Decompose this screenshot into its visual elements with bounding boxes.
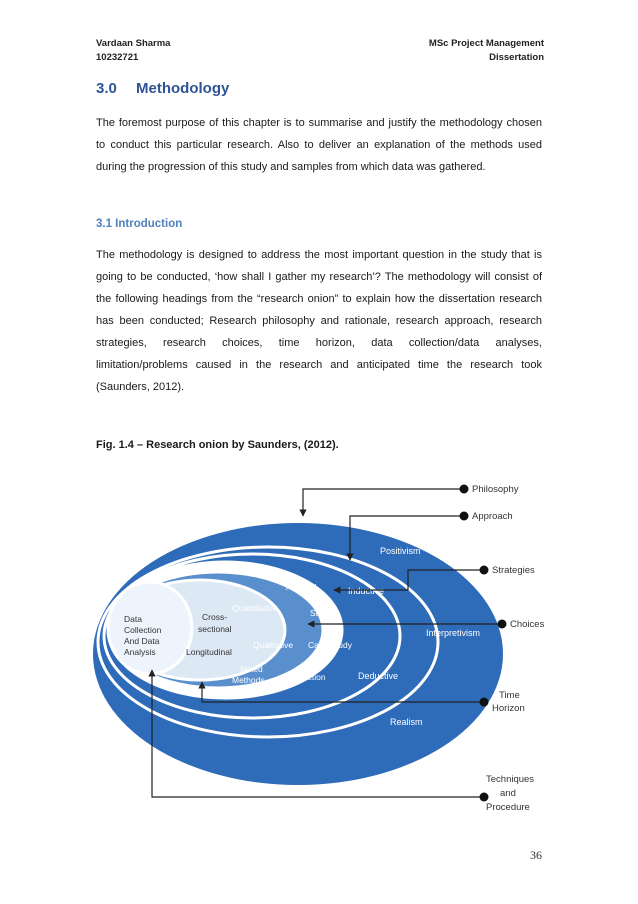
inductive-label: Inductive (348, 586, 385, 596)
approach-label: Approach (472, 511, 513, 522)
action-label: Action (302, 672, 326, 682)
section-heading (96, 80, 229, 97)
qualitative-label: Qualitative (253, 640, 294, 650)
philosophy-connector (303, 489, 462, 516)
student-id: 10232721 (96, 52, 139, 63)
subsection-heading: 3.1 Introduction (96, 218, 183, 230)
figure-caption: Fig. 1.4 – Research onion by Saunders, (2012). (96, 439, 339, 451)
realism-label: Realism (390, 717, 423, 727)
header-right (429, 37, 544, 65)
section-number: 3.0 (96, 80, 117, 97)
intro-paragraph: The foremost purpose of this chapter is to summarise and justify the methodology chosen to conduct this particular research. Also to deliver an explanation of the methods used during the progression of this study and samples from which data was gathered. (96, 117, 542, 173)
core-analysis-label: Analysis (124, 647, 156, 657)
core-collection-label: Collection (124, 625, 162, 635)
approach-dot (460, 512, 469, 521)
methods-label: Methods (232, 675, 265, 685)
time-label: Time (499, 690, 520, 701)
page-number: 36 (530, 848, 542, 862)
deductive-label: Deductive (358, 671, 399, 681)
choices-label: Choices (510, 619, 545, 630)
positivism-label: Positivism (380, 546, 421, 556)
section-title: Methodology (136, 80, 230, 97)
methodology-paragraph: The methodology is designed to address the most important question in the study that is going to be conducted, ‘how shall I gather my research’? The methodology will consist of the following headings from the “research onion” to explain how the dissertation research has been conducted; Research philosophy and rationale, research approach, research strategies, research choices, time horizon, data collection/data analyses, limitation/problems caused in the research and anticipated time the research took (Saunders, 2012). (96, 249, 542, 393)
time-horizon-dot (480, 698, 489, 707)
quantitative-label: Quantitative (232, 603, 278, 613)
header-left (96, 37, 170, 65)
case-study-label: Case Study (308, 640, 352, 650)
philosophy-dot (460, 485, 469, 494)
techniques-label: Techniques (486, 774, 535, 785)
sectional-label: sectional (198, 624, 232, 634)
document-type: Dissertation (489, 52, 544, 63)
archival-label: Archival (286, 582, 317, 592)
and-label: and (500, 788, 516, 799)
interpretivism-label: Interpretivism (426, 628, 481, 638)
cross-label: Cross- (202, 612, 228, 622)
mixed-label: Mixed (240, 664, 263, 674)
techniques-dot (480, 793, 489, 802)
strategies-label: Strategies (492, 565, 535, 576)
philosophy-label: Philosophy (472, 484, 519, 495)
core-and-data-label: And Data (124, 636, 160, 646)
course-name: MSc Project Management (428, 38, 544, 49)
choices-dot (498, 620, 507, 629)
research-onion-diagram (90, 470, 550, 830)
horizon-label: Horizon (492, 703, 525, 714)
core-data-label: Data (124, 614, 142, 624)
strategies-dot (480, 566, 489, 575)
longitudinal-label: Longitudinal (186, 647, 232, 657)
survey-label: Survey (310, 608, 337, 618)
procedure-label: Procedure (486, 802, 530, 813)
author-name: Vardaan Sharma (96, 38, 171, 49)
